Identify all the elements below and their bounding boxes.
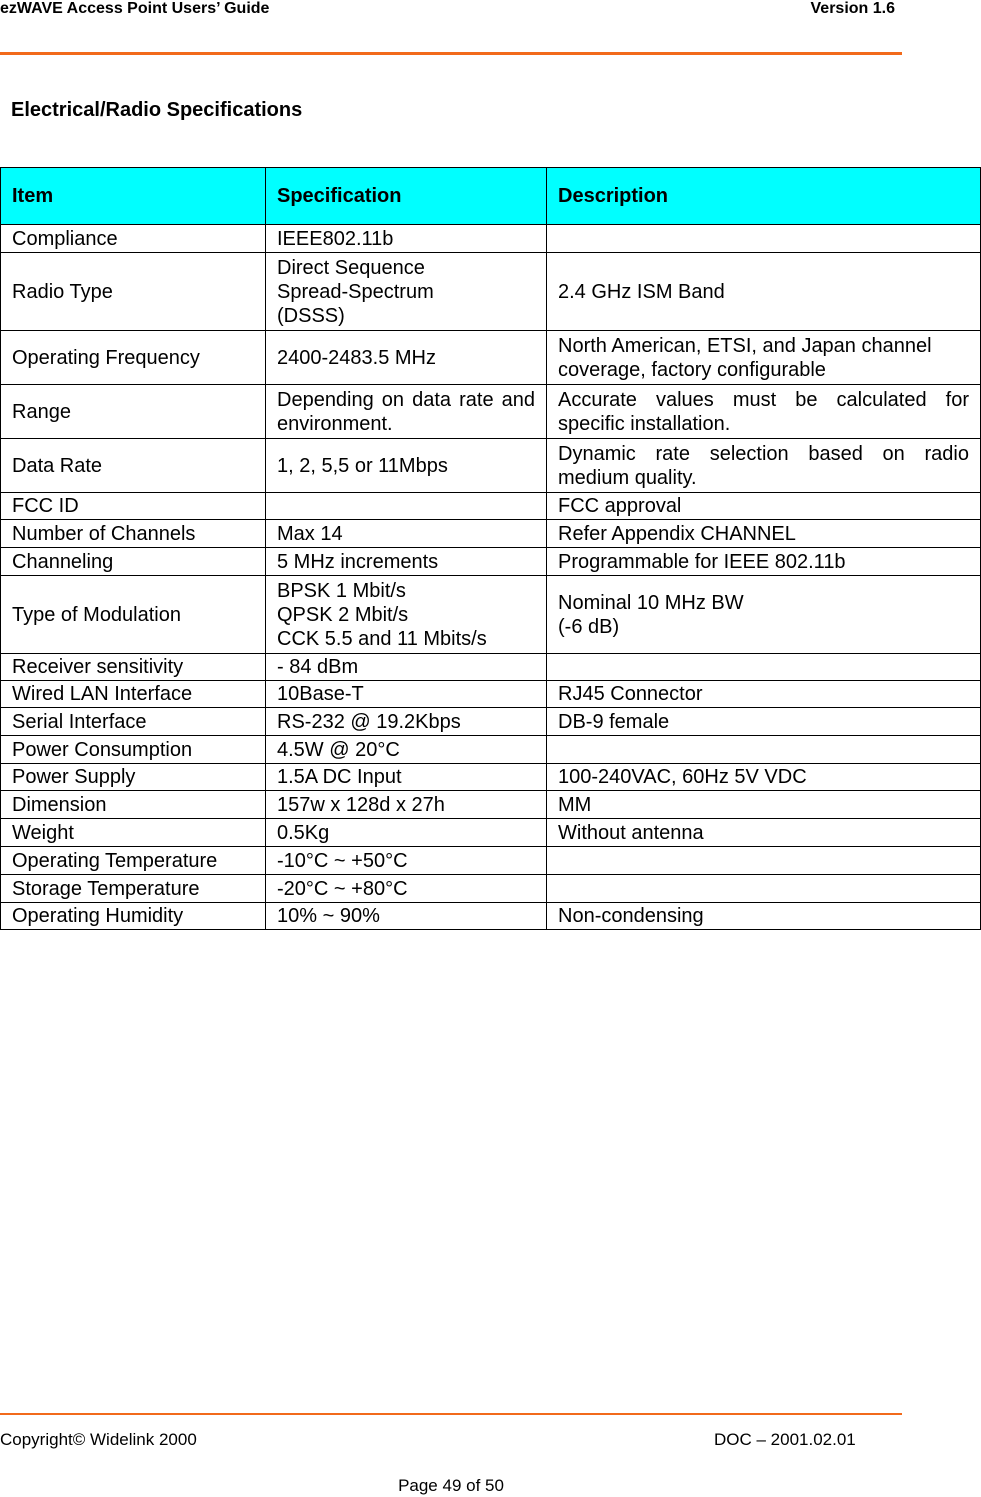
column-header-specification: Specification bbox=[266, 168, 547, 225]
table-row bbox=[1, 493, 981, 520]
page-header bbox=[0, 0, 902, 20]
table-row bbox=[1, 439, 981, 493]
specification-cell: 4.5W @ 20°C bbox=[266, 736, 547, 764]
item-cell: Data Rate bbox=[1, 439, 266, 493]
item-cell: Compliance bbox=[1, 225, 266, 253]
table-row bbox=[1, 576, 981, 654]
table-row bbox=[1, 847, 981, 875]
footer-doc-number: DOC – 2001.02.01 bbox=[714, 1430, 856, 1449]
description-cell bbox=[547, 225, 981, 253]
item-cell: Type of Modulation bbox=[1, 576, 266, 654]
item-cell: Receiver sensitivity bbox=[1, 654, 266, 681]
item-cell: FCC ID bbox=[1, 493, 266, 520]
table-row bbox=[1, 548, 981, 576]
footer-copyright: Copyright© Widelink 2000 bbox=[0, 1430, 197, 1449]
item-cell: Range bbox=[1, 385, 266, 439]
table-row bbox=[1, 736, 981, 764]
column-header-description: Description bbox=[547, 168, 981, 225]
specifications-table bbox=[0, 167, 981, 930]
item-cell: Power Supply bbox=[1, 764, 266, 791]
table-row bbox=[1, 225, 981, 253]
header-rule bbox=[0, 52, 902, 55]
table-body bbox=[1, 225, 981, 930]
table-row bbox=[1, 520, 981, 548]
table-row bbox=[1, 791, 981, 819]
document-title: ezWAVE Access Point Users’ Guide bbox=[0, 0, 270, 17]
description-cell: FCC approval bbox=[547, 493, 981, 520]
document-version: Version 1.6 bbox=[810, 0, 895, 17]
item-cell: Dimension bbox=[1, 791, 266, 819]
description-cell bbox=[547, 875, 981, 903]
description-cell: North American, ETSI, and Japan channel coverage, factory configurable bbox=[547, 331, 981, 385]
item-cell: Power Consumption bbox=[1, 736, 266, 764]
item-cell: Radio Type bbox=[1, 253, 266, 331]
footer-rule bbox=[0, 1413, 902, 1415]
specification-cell: IEEE802.11b bbox=[266, 225, 547, 253]
item-cell: Channeling bbox=[1, 548, 266, 576]
table-row bbox=[1, 654, 981, 681]
item-cell: Wired LAN Interface bbox=[1, 681, 266, 708]
description-cell bbox=[547, 847, 981, 875]
description-cell: Dynamic rate selection based on radio medium quality. bbox=[547, 439, 981, 493]
description-cell: Programmable for IEEE 802.11b bbox=[547, 548, 981, 576]
specification-cell: 5 MHz increments bbox=[266, 548, 547, 576]
description-cell: Refer Appendix CHANNEL bbox=[547, 520, 981, 548]
specification-cell: 1, 2, 5,5 or 11Mbps bbox=[266, 439, 547, 493]
specification-cell: BPSK 1 Mbit/s QPSK 2 Mbit/s CCK 5.5 and 11 Mbits/s bbox=[266, 576, 547, 654]
specification-cell: 1.5A DC Input bbox=[266, 764, 547, 791]
description-cell: Without antenna bbox=[547, 819, 981, 847]
table-row bbox=[1, 875, 981, 903]
item-cell: Operating Frequency bbox=[1, 331, 266, 385]
description-cell: DB-9 female bbox=[547, 708, 981, 736]
specification-cell bbox=[266, 493, 547, 520]
specification-cell: 10Base-T bbox=[266, 681, 547, 708]
description-cell bbox=[547, 736, 981, 764]
description-cell: Accurate values must be calculated for specific installation. bbox=[547, 385, 981, 439]
specification-cell: Max 14 bbox=[266, 520, 547, 548]
footer-page-number: Page 49 of 50 bbox=[398, 1476, 504, 1495]
specification-cell: -20°C ~ +80°C bbox=[266, 875, 547, 903]
specification-cell: 2400-2483.5 MHz bbox=[266, 331, 547, 385]
table-header-row bbox=[1, 168, 981, 225]
description-cell: 2.4 GHz ISM Band bbox=[547, 253, 981, 331]
specification-cell: 157w x 128d x 27h bbox=[266, 791, 547, 819]
description-cell: Nominal 10 MHz BW (-6 dB) bbox=[547, 576, 981, 654]
table-row bbox=[1, 385, 981, 439]
table-row bbox=[1, 331, 981, 385]
column-header-item: Item bbox=[1, 168, 266, 225]
table-row bbox=[1, 764, 981, 791]
specification-cell: Direct Sequence Spread-Spectrum (DSSS) bbox=[266, 253, 547, 331]
table-row bbox=[1, 903, 981, 930]
specification-cell: -10°C ~ +50°C bbox=[266, 847, 547, 875]
specification-cell: - 84 dBm bbox=[266, 654, 547, 681]
description-cell bbox=[547, 654, 981, 681]
item-cell: Storage Temperature bbox=[1, 875, 266, 903]
item-cell: Operating Humidity bbox=[1, 903, 266, 930]
section-title: Electrical/Radio Specifications bbox=[11, 99, 303, 121]
description-cell: 100-240VAC, 60Hz 5V VDC bbox=[547, 764, 981, 791]
description-cell: MM bbox=[547, 791, 981, 819]
specification-cell: 10% ~ 90% bbox=[266, 903, 547, 930]
table-row bbox=[1, 681, 981, 708]
specification-cell: 0.5Kg bbox=[266, 819, 547, 847]
table-row bbox=[1, 708, 981, 736]
description-cell: Non-condensing bbox=[547, 903, 981, 930]
description-cell: RJ45 Connector bbox=[547, 681, 981, 708]
item-cell: Serial Interface bbox=[1, 708, 266, 736]
table-row bbox=[1, 253, 981, 331]
table-row bbox=[1, 819, 981, 847]
item-cell: Number of Channels bbox=[1, 520, 266, 548]
specification-cell: RS-232 @ 19.2Kbps bbox=[266, 708, 547, 736]
item-cell: Operating Temperature bbox=[1, 847, 266, 875]
specification-cell: Depending on data rate and environment. bbox=[266, 385, 547, 439]
item-cell: Weight bbox=[1, 819, 266, 847]
